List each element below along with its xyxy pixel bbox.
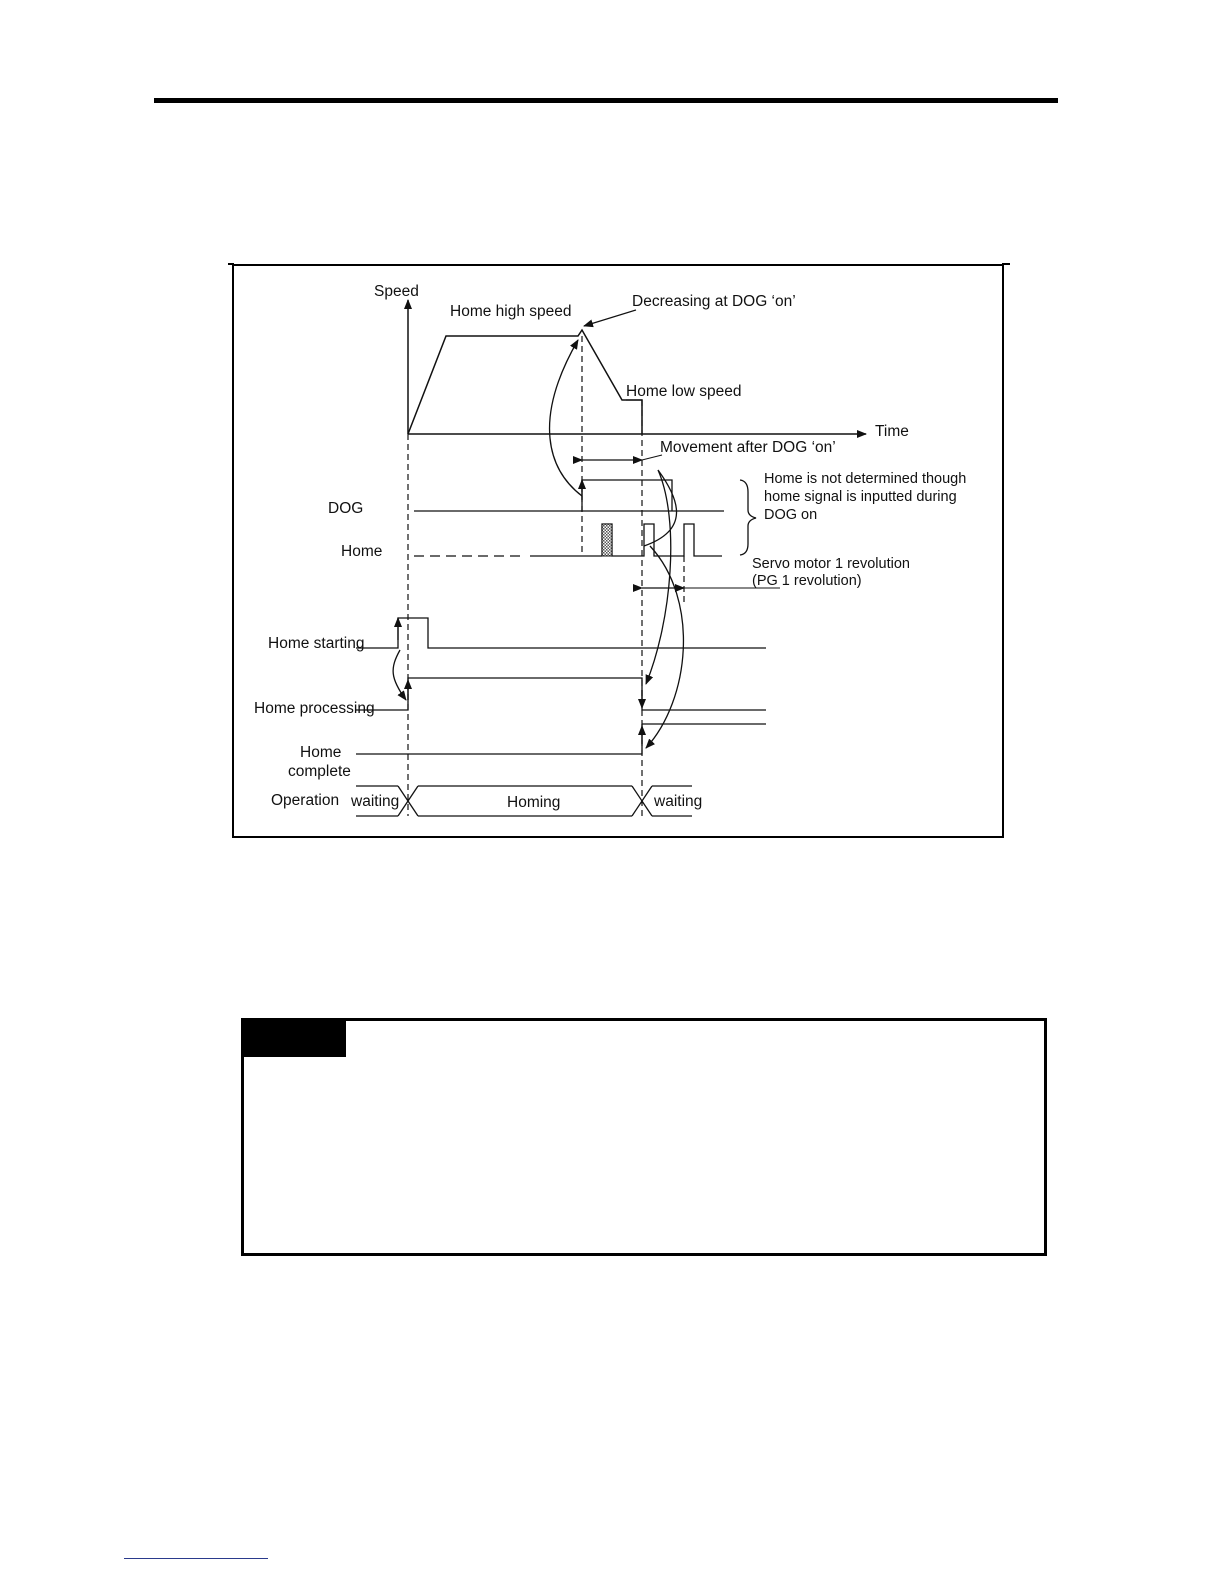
home-complete-label-line1: Home bbox=[300, 744, 342, 761]
time-axis-label: Time bbox=[875, 423, 909, 440]
home-high-speed-label: Home high speed bbox=[450, 303, 572, 320]
speed-axis-label: Speed bbox=[374, 283, 419, 300]
operation-label: Operation bbox=[271, 792, 340, 809]
not-determined-note-line1: Home is not determined though bbox=[764, 471, 967, 487]
home-starting-label: Home starting bbox=[268, 635, 365, 652]
note-box bbox=[241, 1018, 1047, 1256]
home-complete-waveform bbox=[356, 724, 642, 754]
not-determined-note-line3: DOG on bbox=[764, 507, 818, 523]
footer-rule bbox=[124, 1558, 268, 1559]
home-low-speed-label: Home low speed bbox=[626, 383, 742, 400]
dog-to-decel-curve-arrow bbox=[550, 340, 582, 496]
home-processing-label: Home processing bbox=[254, 700, 375, 717]
home-processing-waveform bbox=[356, 678, 766, 724]
dog-signal-label: DOG bbox=[328, 500, 364, 517]
servo-revolution-note-line2: (PG 1 revolution) bbox=[752, 573, 862, 589]
decreasing-at-dog-label: Decreasing at DOG ‘on’ bbox=[632, 293, 796, 310]
start-to-processing-curve-arrow bbox=[393, 650, 406, 700]
servo-revolution-note-line1: Servo motor 1 revolution bbox=[752, 556, 910, 572]
operation-homing: Homing bbox=[507, 794, 561, 811]
movement-after-dog-label: Movement after DOG ‘on’ bbox=[660, 439, 836, 456]
operation-waiting-after: waiting bbox=[654, 793, 703, 810]
not-determined-note-line2: home signal is inputted during bbox=[764, 489, 957, 505]
home-signal-label: Home bbox=[341, 543, 383, 560]
note-tab bbox=[244, 1021, 346, 1057]
operation-waiting-before: waiting bbox=[351, 793, 400, 810]
home-pulse-to-complete-curve-arrow bbox=[646, 546, 683, 748]
decreasing-pointer-arrow bbox=[584, 310, 636, 326]
home-signal-waveform bbox=[414, 524, 722, 556]
movement-after-dog-leader bbox=[642, 455, 662, 460]
home-pulse-ignored-hatched bbox=[602, 524, 612, 556]
speed-profile-curve bbox=[408, 330, 642, 434]
home-starting-waveform bbox=[356, 618, 766, 648]
not-determined-brace bbox=[740, 480, 756, 555]
home-complete-label-line2: complete bbox=[288, 763, 351, 780]
